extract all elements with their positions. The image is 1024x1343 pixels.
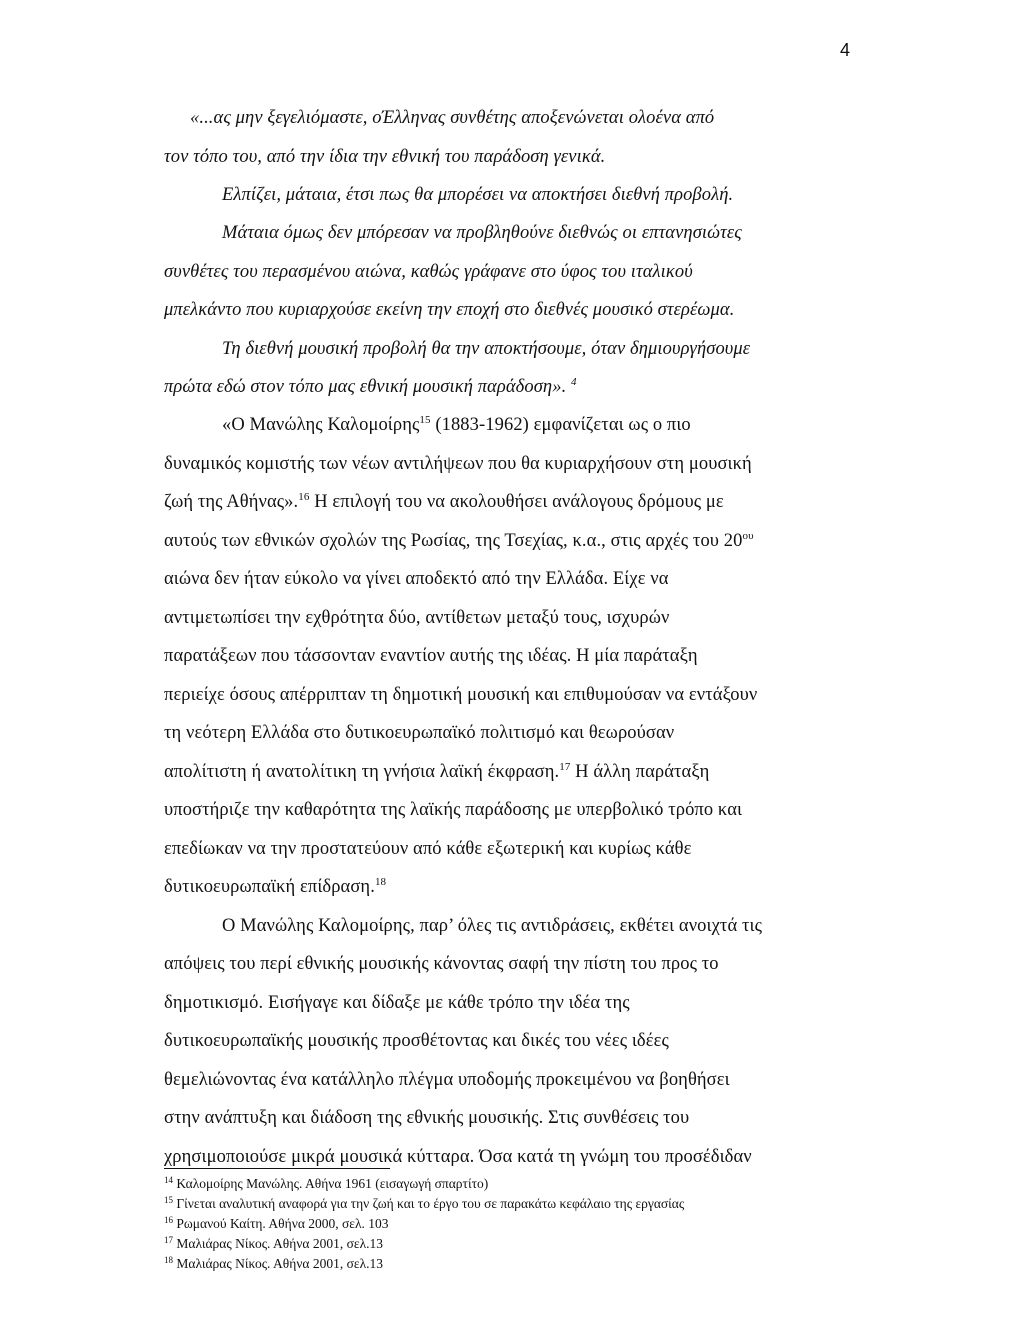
footnote-ref: 15 — [419, 414, 431, 426]
footnote-text: Μαλιάρας Νίκος. Αθήνα 2001, σελ.13 — [176, 1236, 384, 1251]
quote-line: τον τόπο του, από την ίδια την εθνική του παράδοση γενικά. — [164, 147, 606, 167]
body-line: δυτικοευρωπαϊκής μουσικής προσθέτοντας και δικές του νέες ιδέες — [164, 1031, 669, 1051]
quote-line: συνθέτες του περασμένου αιώνα, καθώς γράφανε στο ύφος του ιταλικού — [164, 262, 693, 282]
body-line — [222, 415, 922, 436]
quote-line: Τη διεθνή μουσική προβολή θα την αποκτήσουμε, όταν δημιουργήσουμε — [222, 339, 751, 359]
footnote-number: 18 — [164, 1255, 173, 1265]
footnote — [164, 1236, 383, 1252]
body-line: αιώνα δεν ήταν εύκολο να γίνει αποδεκτό από την Ελλάδα. Είχε να — [164, 569, 669, 589]
body-line — [164, 492, 864, 513]
quote-line: μπελκάντο που κυριαρχούσε εκείνη την εποχή στο διεθνές μουσικό στερέωμα. — [164, 300, 735, 320]
body-line: θεμελιώνοντας ένα κατάλληλο πλέγμα υποδομής προκειμένου να βοηθήσει — [164, 1070, 730, 1090]
body-line — [164, 762, 864, 783]
footnote-text: Ρωμανού Καίτη. Αθήνα 2000, σελ. 103 — [176, 1216, 389, 1231]
body-line: Ο Μανώλης Καλομοίρης, παρ’ όλες τις αντιδράσεις, εκθέτει ανοιχτά τις — [222, 916, 763, 936]
body-line: επεδίωκαν να την προστατεύουν από κάθε εξωτερική και κυρίως κάθε — [164, 839, 692, 859]
footnote-divider — [164, 1168, 390, 1169]
body-line: υποστήριζε την καθαρότητα της λαϊκής παράδοσης με υπερβολικό τρόπο και — [164, 800, 743, 820]
footnote-number: 15 — [164, 1195, 173, 1205]
footnote-text: Καλομοίρης Μανώλης. Αθήνα 1961 (εισαγωγή σπαρτίτο) — [176, 1176, 489, 1191]
body-line: παρατάξεων που τάσσονταν εναντίον αυτής της ιδέας. Η μία παράταξη — [164, 646, 698, 666]
quote-line — [164, 377, 864, 398]
body-text: αυτούς των εθνικών σχολών της Ρωσίας, της Τσεχίας, κ.α., στις αρχές του 20 — [164, 531, 743, 551]
quote-line-text: πρώτα εδώ στον τόπο μας εθνική μουσική παράδοση». — [164, 377, 572, 397]
footnote-number: 17 — [164, 1235, 173, 1245]
body-line — [164, 531, 864, 552]
quote-line: Μάταια όμως δεν μπόρεσαν να προβληθούνε διεθνώς οι επτανησιώτες — [222, 223, 742, 243]
footnote — [164, 1196, 684, 1212]
body-text: Η επιλογή του να ακολουθήσει ανάλογους δρόμους με — [309, 492, 724, 512]
body-line: χρησιμοποιούσε μικρά μουσικά κύτταρα. Όσα κατά τη γνώμη του προσέδιδαν — [164, 1147, 752, 1167]
body-line: τη νεότερη Ελλάδα στο δυτικοευρωπαϊκό πολιτισμό και θεωρούσαν — [164, 723, 675, 743]
body-text: Η άλλη παράταξη — [570, 762, 710, 782]
body-line: δυναμικός κομιστής των νέων αντιλήψεων που θα κυριαρχήσουν στη μουσική — [164, 454, 752, 474]
superscript: ου — [742, 530, 754, 542]
body-line: περιείχε όσους απέρριπταν τη δημοτική μουσική και επιθυμούσαν να εντάξουν — [164, 685, 758, 705]
footnote — [164, 1176, 488, 1192]
footnote-text: Γίνεται αναλυτική αναφορά για την ζωή και το έργο του σε παρακάτω κεφάλαιο της εργασίας — [176, 1196, 685, 1211]
body-line: δημοτικισμό. Εισήγαγε και δίδαξε με κάθε τρόπο την ιδέα της — [164, 993, 630, 1013]
footnote-ref: 17 — [559, 761, 571, 773]
body-text: «Ο Μανώλης Καλομοίρης — [222, 415, 420, 435]
body-line: απόψεις του περί εθνικής μουσικής κάνοντας σαφή την πίστη του προς το — [164, 954, 719, 974]
footnote-number: 16 — [164, 1215, 173, 1225]
footnote-ref: 4 — [571, 376, 577, 388]
footnote — [164, 1216, 389, 1232]
page-number: 4 — [840, 40, 851, 60]
body-line — [164, 877, 864, 898]
quote-line: Ελπίζει, μάταια, έτσι πως θα μπορέσει να αποκτήσει διεθνή προβολή. — [222, 185, 734, 205]
quote-line: «...ας μην ξεγελιόμαστε, οΈλληνας συνθέτης αποξενώνεται ολοένα από — [190, 108, 715, 128]
footnote — [164, 1256, 383, 1272]
footnote-ref: 18 — [374, 876, 387, 888]
footnote-ref: 16 — [298, 491, 310, 503]
body-text: (1883-1962) εμφανίζεται ως ο πιο — [430, 415, 691, 435]
body-text: απολίτιστη ή ανατολίτικη τη γνήσια λαϊκή έκφραση. — [164, 762, 560, 782]
body-text: δυτικοευρωπαϊκή επίδραση. — [164, 877, 375, 897]
body-line: στην ανάπτυξη και διάδοση της εθνικής μουσικής. Στις συνθέσεις του — [164, 1108, 690, 1128]
footnote-text: Μαλιάρας Νίκος. Αθήνα 2001, σελ.13 — [176, 1256, 384, 1271]
body-text: ζωή της Αθήνας». — [164, 492, 299, 512]
footnote-number: 14 — [164, 1175, 173, 1185]
body-line: αντιμετωπίσει την εχθρότητα δύο, αντίθετων μεταξύ τους, ισχυρών — [164, 608, 670, 628]
